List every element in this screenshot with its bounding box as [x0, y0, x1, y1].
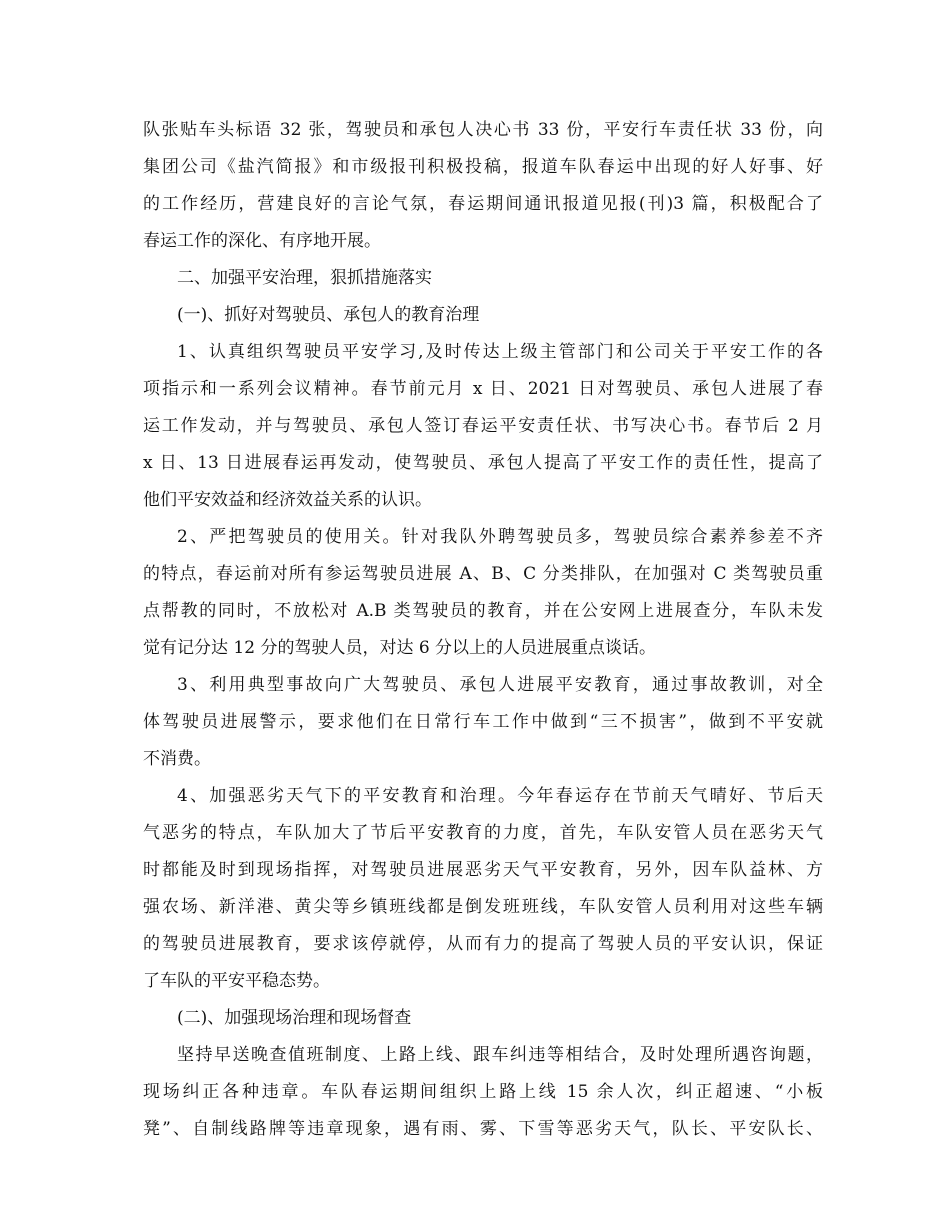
heading-line: (一)、抓好对驾驶员、承包人的教育治理	[177, 305, 480, 325]
text-line: 3、利用典型事故向广大驾驶员、承包人进展平安教育，通过事故教训，对全	[177, 675, 823, 695]
text-line: 他们平安效益和经济效益关系的认识。	[143, 490, 432, 510]
text-line: 的工作经历，营建良好的言论气氛，春运期间通讯报道见报(刊)3 篇，积极配合了	[143, 194, 823, 214]
text-line: x 日、13 日进展春运再发动，使驾驶员、承包人提高了平安工作的责任性，提高了	[143, 453, 823, 473]
paragraph-1	[143, 112, 823, 260]
text-line: 的驾驶员进展教育，要求该停就停，从而有力的提高了驾驶人员的平安认识，保证	[143, 934, 823, 954]
text-line: 觉有记分达 12 分的驾驶人员，对达 6 分以上的人员进展重点谈话。	[143, 638, 657, 658]
subsection-heading-2	[143, 1000, 823, 1037]
paragraph-item-3	[143, 667, 823, 778]
text-line: 体驾驶员进展警示，要求他们在日常行车工作中做到“三不损害”，做到不平安就	[143, 712, 823, 732]
text-line: 1、认真组织驾驶员平安学习,及时传达上级主管部门和公司关于平安工作的各	[177, 342, 823, 362]
text-line: 现场纠正各种违章。车队春运期间组织上路上线 15 余人次，纠正超速、“小板	[143, 1082, 823, 1102]
text-line: 强农场、新洋港、黄尖等乡镇班线都是倒发班班线，车队安管人员利用对这些车辆	[143, 897, 823, 917]
text-line: 不消费。	[143, 749, 211, 769]
paragraph-onsite	[143, 1037, 823, 1148]
text-line: 点帮教的同时，不放松对 A.B 类驾驶员的教育，并在公安网上进展查分，车队未发	[143, 601, 823, 621]
subsection-heading-1	[143, 297, 823, 334]
text-line: 的特点，春运前对所有参运驾驶员进展 A、B、C 分类排队，在加强对 C 类驾驶员重	[143, 564, 823, 584]
text-line: 队张贴车头标语 32 张，驾驶员和承包人决心书 33 份，平安行车责任状 33 份，向	[143, 120, 823, 140]
text-line: 了车队的平安平稳态势。	[143, 971, 330, 991]
text-line: 运工作发动，并与驾驶员、承包人签订春运平安责任状、书写决心书。春节后 2 月	[143, 416, 823, 436]
text-line: 项指示和一系列会议精神。春节前元月 x 日、2021 日对驾驶员、承包人进展了春	[143, 379, 823, 399]
text-line: 春运工作的深化、有序地开展。	[143, 231, 381, 251]
heading-line: 二、加强平安治理，狠抓措施落实	[177, 268, 432, 288]
section-heading-2	[143, 260, 823, 297]
paragraph-item-2	[143, 519, 823, 667]
paragraph-item-4	[143, 778, 823, 1000]
document-body	[143, 112, 823, 1148]
paragraph-item-1	[143, 334, 823, 519]
text-line: 4、加强恶劣天气下的平安教育和治理。今年春运存在节前天气晴好、节后天	[177, 786, 823, 806]
text-line: 凳”、自制线路牌等违章现象，遇有雨、雾、下雪等恶劣天气，队长、平安队长、	[143, 1119, 823, 1139]
text-line: 时都能及时到现场指挥，对驾驶员进展恶劣天气平安教育，另外，因车队益林、方	[143, 860, 823, 880]
text-line: 坚持早送晚查值班制度、上路上线、跟车纠违等相结合，及时处理所遇咨询题，	[177, 1045, 823, 1065]
text-line: 气恶劣的特点，车队加大了节后平安教育的力度，首先，车队安管人员在恶劣天气	[143, 823, 823, 843]
heading-line: (二)、加强现场治理和现场督查	[177, 1008, 412, 1028]
text-line: 集团公司《盐汽简报》和市级报刊积极投稿，报道车队春运中出现的好人好事、好	[143, 157, 823, 177]
text-line: 2、严把驾驶员的使用关。针对我队外聘驾驶员多，驾驶员综合素养参差不齐	[177, 527, 823, 547]
